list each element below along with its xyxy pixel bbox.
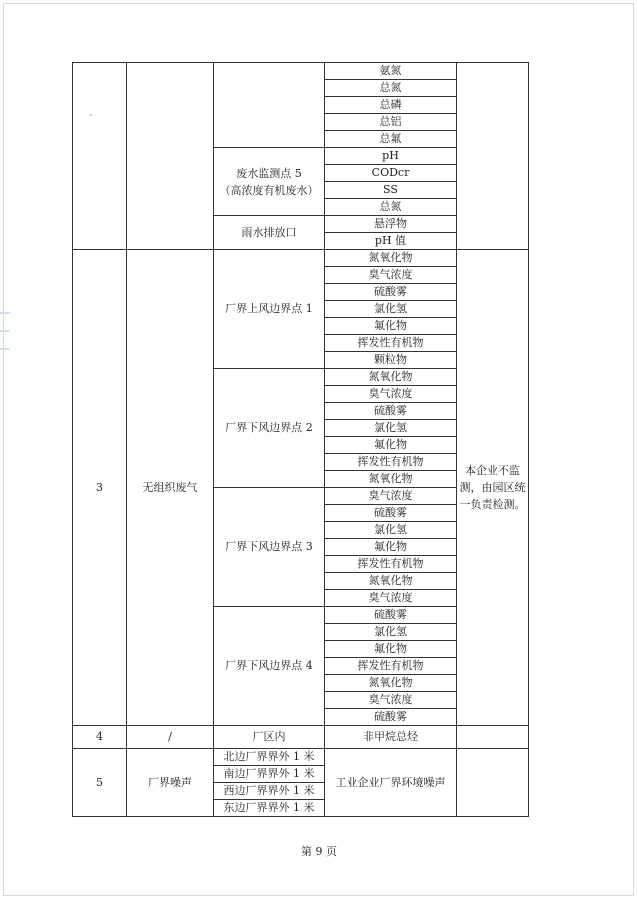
table-cell: 5 [73, 749, 127, 817]
table-cell: 南边厂界界外 1 米 [214, 766, 325, 783]
table-cell: pH 值 [325, 233, 457, 250]
table-cell: 氯化氢 [325, 624, 457, 641]
table-cell: 氟化物 [325, 539, 457, 556]
table-cell: 氮氧化物 [325, 573, 457, 590]
table-cell: 厂界下风边界点 2 [214, 369, 325, 488]
page-number: 第 9 页 [301, 845, 337, 858]
table-cell [127, 63, 214, 250]
table-cell [457, 63, 529, 250]
table-cell: 厂界上风边界点 1 [214, 250, 325, 369]
table-cell: 悬浮物 [325, 216, 457, 233]
table-cell: 工业企业厂界环境噪声 [325, 749, 457, 817]
table-cell: 废水监测点 5 （高浓度有机废水） [214, 148, 325, 216]
table-cell: 厂区内 [214, 726, 325, 749]
table-cell: 氯化氢 [325, 522, 457, 539]
table-cell: / [127, 726, 214, 749]
table-cell [73, 63, 127, 250]
table-cell: CODcr [325, 165, 457, 182]
table-cell: 东边厂界界外 1 米 [214, 800, 325, 817]
table-cell: 臭气浓度 [325, 386, 457, 403]
binding-mark [0, 312, 10, 314]
table-cell: 本企业不监测，由园区统一负责检测。 [457, 250, 529, 726]
table-row [73, 63, 529, 80]
table-cell: 总氟 [325, 131, 457, 148]
table-cell: 氨氮 [325, 63, 457, 80]
table-cell: 颗粒物 [325, 352, 457, 369]
table-cell: 总氮 [325, 80, 457, 97]
table-cell: 厂界下风边界点 4 [214, 607, 325, 726]
table-cell: 氯化氢 [325, 420, 457, 437]
table-cell: 西边厂界界外 1 米 [214, 783, 325, 800]
table-cell: 硫酸雾 [325, 403, 457, 420]
table-cell: 挥发性有机物 [325, 454, 457, 471]
table-cell: 硫酸雾 [325, 607, 457, 624]
table-cell: 臭气浓度 [325, 692, 457, 709]
binding-mark [0, 330, 10, 332]
table-cell: 挥发性有机物 [325, 658, 457, 675]
table-cell: 氟化物 [325, 318, 457, 335]
table-cell: 硫酸雾 [325, 505, 457, 522]
table-cell: 氟化物 [325, 641, 457, 658]
table-cell: 臭气浓度 [325, 590, 457, 607]
monitoring-table [72, 62, 529, 817]
table-cell: 总磷 [325, 97, 457, 114]
binding-mark [0, 348, 10, 350]
table-cell: 挥发性有机物 [325, 556, 457, 573]
table-cell: 氟化物 [325, 437, 457, 454]
table-row [73, 726, 529, 749]
table-cell [457, 749, 529, 817]
table-cell: 4 [73, 726, 127, 749]
table-row [73, 749, 529, 766]
table-cell: 3 [73, 250, 127, 726]
table-cell: 总氮 [325, 199, 457, 216]
table-cell: pH [325, 148, 457, 165]
table-cell: 非甲烷总烃 [325, 726, 457, 749]
table-row [73, 250, 529, 267]
table-cell: 挥发性有机物 [325, 335, 457, 352]
table-cell: 无组织废气 [127, 250, 214, 726]
table-cell: 总铝 [325, 114, 457, 131]
table-cell: 北边厂界界外 1 米 [214, 749, 325, 766]
table-cell: 厂界噪声 [127, 749, 214, 817]
table-cell: 臭气浓度 [325, 267, 457, 284]
table-cell: 氮氧化物 [325, 369, 457, 386]
table-cell: 氮氧化物 [325, 250, 457, 267]
table-cell: 氮氧化物 [325, 675, 457, 692]
table-cell: 硫酸雾 [325, 284, 457, 301]
table-cell: 氯化氢 [325, 301, 457, 318]
table-cell: 雨水排放口 [214, 216, 325, 250]
table-cell: 氮氧化物 [325, 471, 457, 488]
table-cell: 厂界下风边界点 3 [214, 488, 325, 607]
table-cell [457, 726, 529, 749]
table-cell [214, 63, 325, 148]
table-cell: 硫酸雾 [325, 709, 457, 726]
table-cell: SS [325, 182, 457, 199]
table-cell: 臭气浓度 [325, 488, 457, 505]
